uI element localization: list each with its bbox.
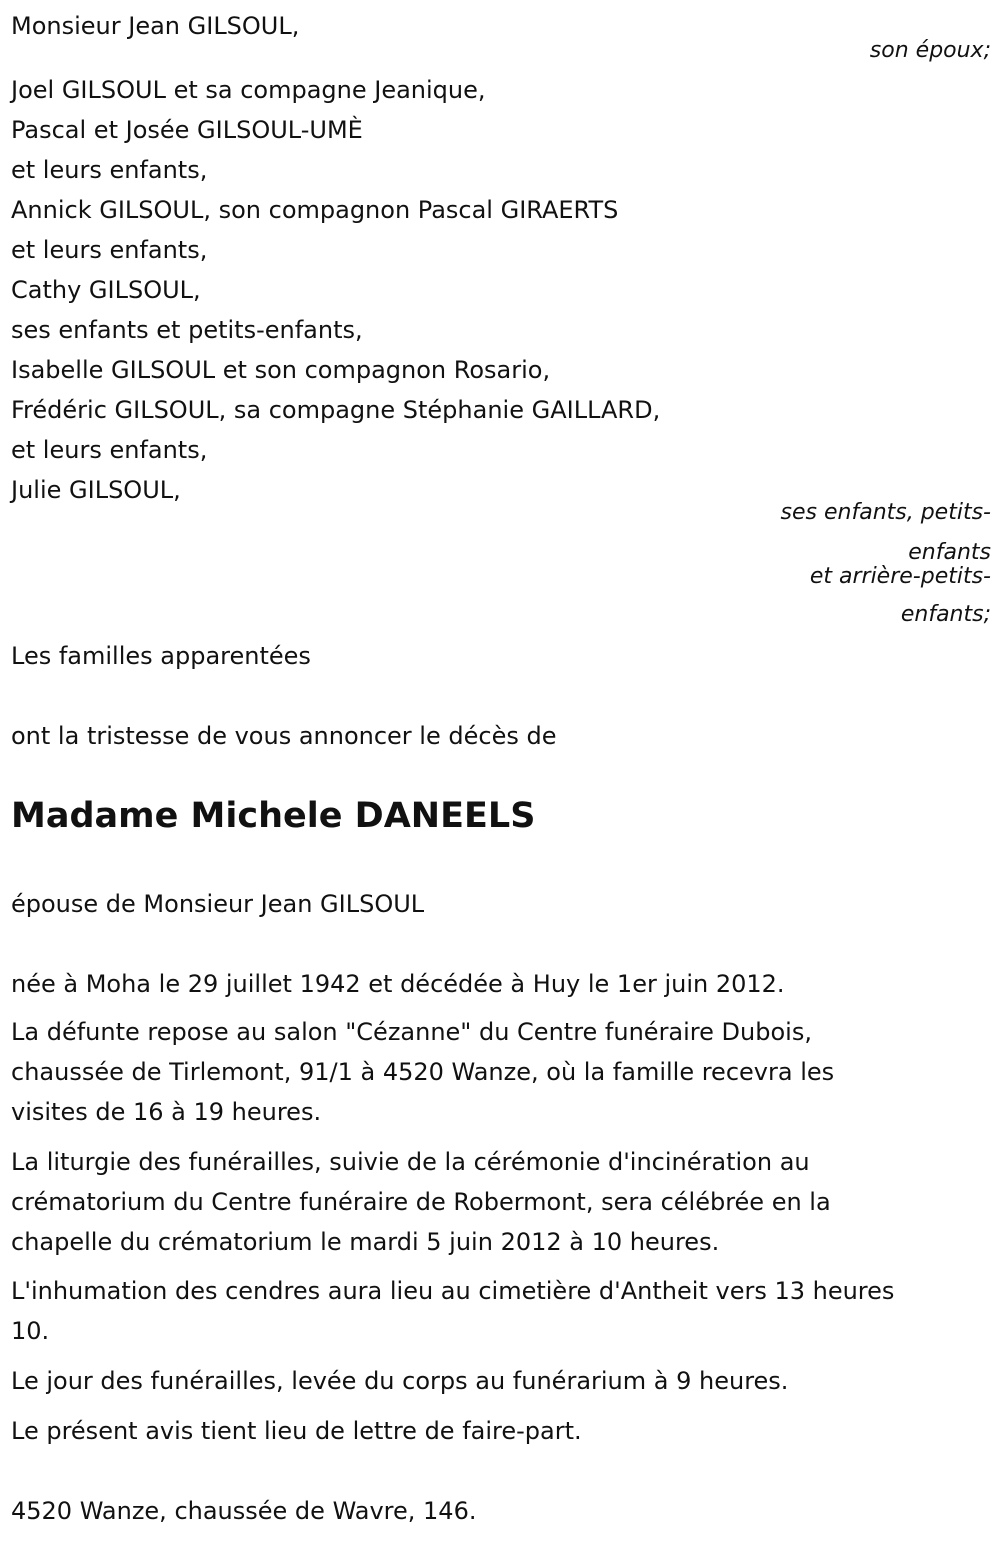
family-line: et leurs enfants,: [11, 156, 208, 184]
paragraph-line: crématorium du Centre funéraire de Robermont, sera célébrée en la: [11, 1188, 831, 1216]
paragraph-line: L'inhumation des cendres aura lieu au cimetière d'Antheit vers 13 heures: [11, 1277, 895, 1305]
children-relation: enfants: [908, 540, 991, 565]
birth-death: née à Moha le 29 juillet 1942 et décédée à Huy le 1er juin 2012.: [11, 970, 785, 998]
family-line: Isabelle GILSOUL et son compagnon Rosario,: [11, 356, 551, 384]
family-line: ses enfants et petits-enfants,: [11, 316, 363, 344]
deceased-name: Madame Michele DANEELS: [11, 796, 536, 836]
paragraph-line: La liturgie des funérailles, suivie de la cérémonie d'incinération au: [11, 1148, 810, 1176]
related-families: Les familles apparentées: [11, 642, 311, 670]
paragraph-line: chapelle du crématorium le mardi 5 juin 2012 à 10 heures.: [11, 1228, 720, 1256]
family-line: Joel GILSOUL et sa compagne Jeanique,: [11, 76, 486, 104]
family-line: et leurs enfants,: [11, 236, 208, 264]
paragraph-line: La défunte repose au salon "Cézanne" du Centre funéraire Dubois,: [11, 1018, 812, 1046]
children-relation: ses enfants, petits-: [780, 500, 991, 525]
family-line: et leurs enfants,: [11, 436, 208, 464]
paragraph-line: Le présent avis tient lieu de lettre de faire-part.: [11, 1417, 582, 1445]
paragraph-line: Le jour des funérailles, levée du corps au funérarium à 9 heures.: [11, 1367, 789, 1395]
paragraph-line: visites de 16 à 19 heures.: [11, 1098, 322, 1126]
children-relation: et arrière-petits-: [809, 564, 991, 589]
announcement: ont la tristesse de vous annoncer le décès de: [11, 722, 557, 750]
paragraph-line: 10.: [11, 1317, 50, 1345]
spouse-relation: son époux;: [869, 38, 991, 63]
spouse-name: Monsieur Jean GILSOUL,: [11, 12, 300, 40]
family-line: Annick GILSOUL, son compagnon Pascal GIRAERTS: [11, 196, 619, 224]
family-line: Cathy GILSOUL,: [11, 276, 201, 304]
paragraph-line: chaussée de Tirlemont, 91/1 à 4520 Wanze, où la famille recevra les: [11, 1058, 835, 1086]
children-relation: enfants;: [900, 602, 991, 627]
family-line: Frédéric GILSOUL, sa compagne Stéphanie GAILLARD,: [11, 396, 661, 424]
address: 4520 Wanze, chaussée de Wavre, 146.: [11, 1497, 477, 1525]
family-line: Julie GILSOUL,: [11, 476, 181, 504]
family-line: Pascal et Josée GILSOUL-UMÈ: [11, 116, 363, 144]
spouse-of: épouse de Monsieur Jean GILSOUL: [11, 890, 425, 918]
